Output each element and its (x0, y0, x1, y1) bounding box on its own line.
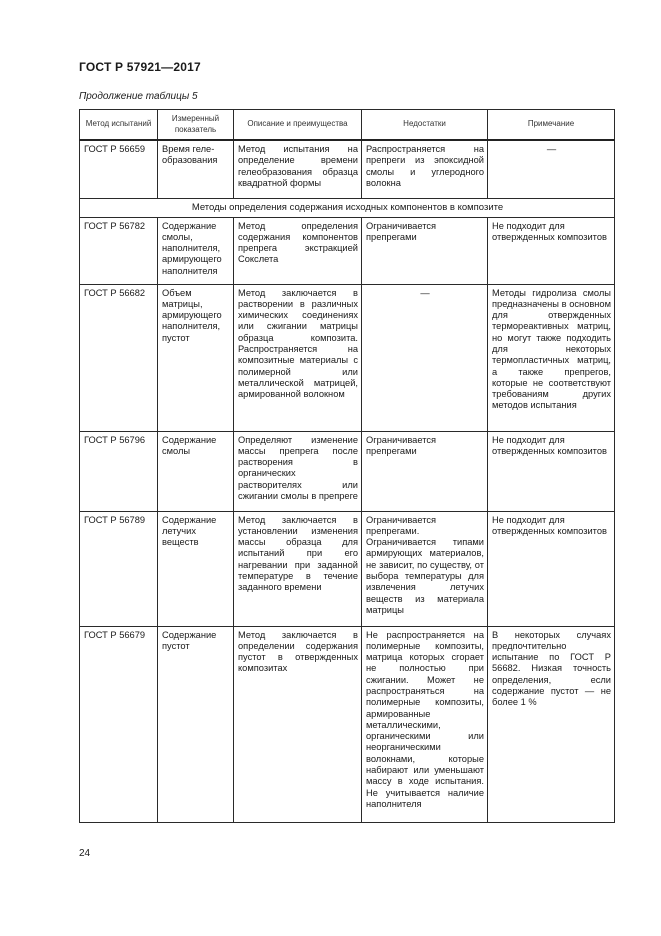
cell-disadvantages: Ограничивается препрегами (362, 431, 488, 511)
cell-indicator: Время геле-образования (158, 140, 234, 198)
column-header-disadvantages: Недостатки (362, 110, 488, 141)
cell-indicator: Объем матрицы, армирующего наполнителя, пустот (158, 284, 234, 431)
section-title: Методы определения содержания исходных компонентов в композите (80, 198, 615, 217)
cell-description: Метод испытания на определение времени гелеобразования образца квадратной формы (234, 140, 362, 198)
column-header-description: Описание и преимущества (234, 110, 362, 141)
cell-note: Не подходит для отвержденных композитов (488, 511, 615, 626)
table-row (80, 284, 615, 431)
table-row (80, 217, 615, 284)
cell-indicator: Содержание смолы (158, 431, 234, 511)
cell-indicator: Содержание смолы, наполнителя, армирующего наполнителя (158, 217, 234, 284)
cell-note: Не подходит для отвержденных композитов (488, 217, 615, 284)
cell-method: ГОСТ Р 56659 (80, 140, 158, 198)
column-header-indicator: Измеренный показатель (158, 110, 234, 141)
table-row (80, 140, 615, 198)
table-row (80, 626, 615, 822)
cell-description: Метод заключается в установлении изменения массы образца для испытаний при его нагревании при заданной температуре в течение заданного времени (234, 511, 362, 626)
section-row (80, 198, 615, 217)
cell-method: ГОСТ Р 56796 (80, 431, 158, 511)
document-title: ГОСТ Р 57921—2017 (79, 60, 201, 74)
table-header-row (80, 110, 615, 141)
column-header-note: Примечание (488, 110, 615, 141)
cell-description: Метод заключается в определении содержания пустот в отвержденных композитах (234, 626, 362, 822)
cell-indicator: Содержание пустот (158, 626, 234, 822)
cell-description: Метод определения содержания компонентов препрега экстракцией Сокслета (234, 217, 362, 284)
column-header-method: Метод испытаний (80, 110, 158, 141)
cell-disadvantages: Ограничивается препрегами (362, 217, 488, 284)
cell-disadvantages: Не распространяется на полимерные композиты, матрица которых сгорает не полностью при сжигании. Может не распространяться на полимерные композиты, армированные металлическими, органическими или неорганическими волокнами, которые набирают или уменьшают массу в ходе испытания. Не учитывается наличие наполнителя (362, 626, 488, 822)
table-row (80, 431, 615, 511)
cell-disadvantages: — (362, 284, 488, 431)
table-caption: Продолжение таблицы 5 (79, 91, 198, 102)
cell-method: ГОСТ Р 56782 (80, 217, 158, 284)
cell-note: Методы гидролиза смолы предназначены в основном для отвержденных термореактивных матриц, но могут также подходить для некоторых термопластичных матриц, а также препрегов, которые не соответствуют требованиям других методов испытания (488, 284, 615, 431)
cell-description: Метод заключается в растворении в различных химических соединениях или сжигании матрицы образца композита. Распространяется на композитные материалы с полимерной или металлической матрицей, армированной волокном (234, 284, 362, 431)
page-number: 24 (79, 848, 91, 859)
cell-description: Определяют изменение массы препрега после растворения в органических растворителях или сжигании смолы в препреге (234, 431, 362, 511)
cell-indicator: Содержание летучих веществ (158, 511, 234, 626)
cell-method: ГОСТ Р 56682 (80, 284, 158, 431)
cell-disadvantages: Распространяется на препреги из эпоксидной смолы и углеродного волокна (362, 140, 488, 198)
cell-disadvantages: Ограничивается препрегами. Ограничивается типами армирующих материалов, не зависит, по существу, от выбора температуры для извлечения летучих веществ из материала матрицы (362, 511, 488, 626)
cell-method: ГОСТ Р 56679 (80, 626, 158, 822)
cell-note: — (488, 140, 615, 198)
table-row (80, 511, 615, 626)
cell-note: В некоторых случаях предпочтительно испытание по ГОСТ Р 56682. Низкая точность определения, если содержание пустот — не более 1 % (488, 626, 615, 822)
methods-table (79, 109, 615, 823)
cell-method: ГОСТ Р 56789 (80, 511, 158, 626)
cell-note: Не подходит для отвержденных композитов (488, 431, 615, 511)
